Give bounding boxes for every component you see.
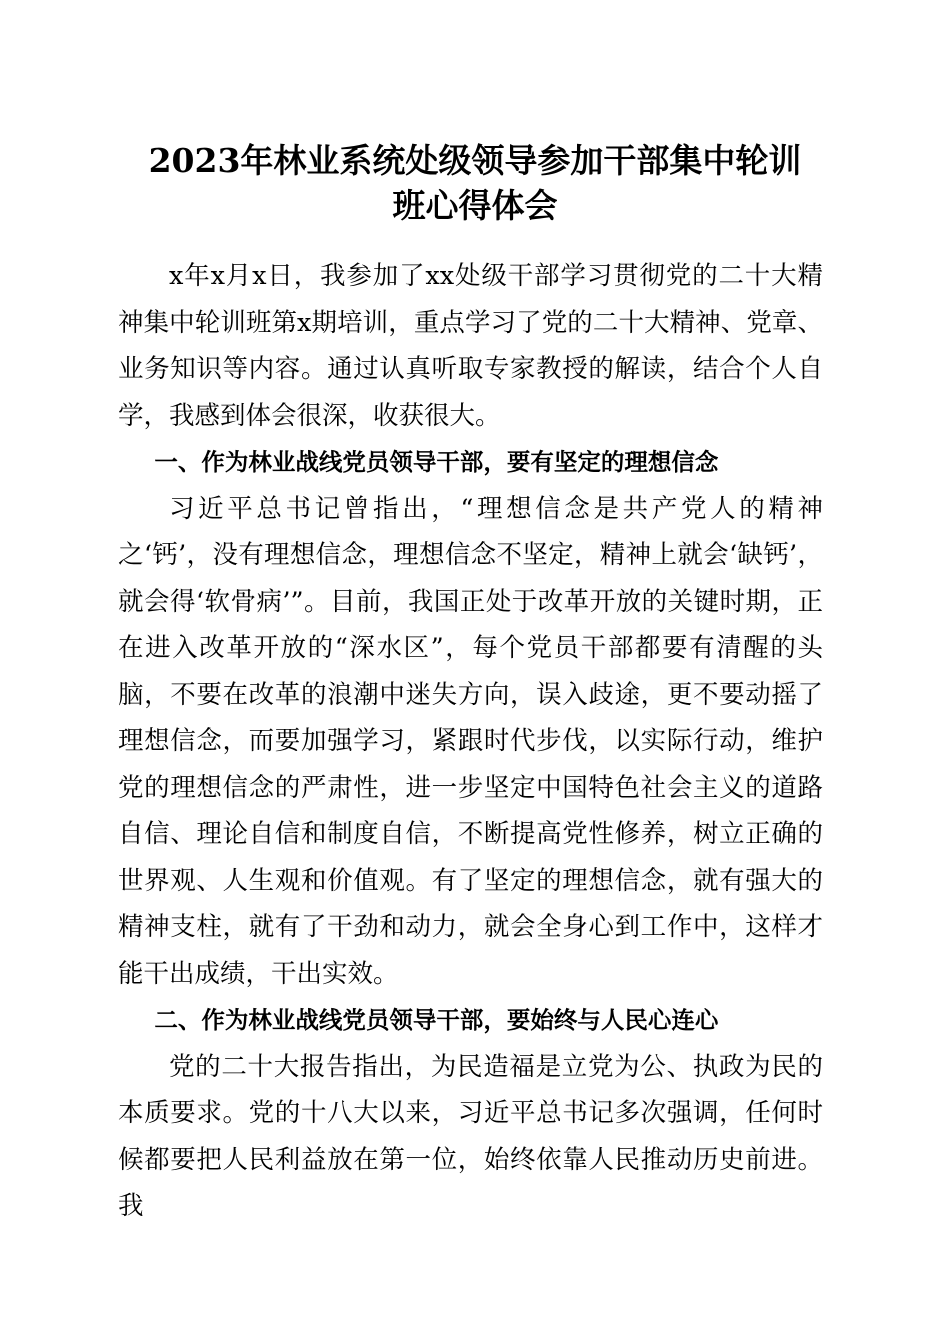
section-heading-1: 一、作为林业战线党员领导干部，要有坚定的理想信念 (154, 448, 719, 476)
title-line-1: 2023年林业系统处级领导参加干部集中轮训 (148, 141, 802, 180)
paragraph-section-1: 习近平总书记曾指出，“理想信念是共产党人的精神之‘钙’，没有理想信念，理想信念不坚定，精神上就会‘缺钙’，就会得‘软骨病’”。目前，我国正处于改革开放的关键时期，正在进入改革开放的“深水区”，每个党员干部都要有清醒的头脑，不要在改革的浪潮中迷失方向，误入歧途，更不要动摇了理想信念，而要加强学习，紧跟时代步伐，以实际行动，维护党的理想信念的严肃性，进一步坚定中国特色社会主义的道路自信、理论自信和制度自信，不断提高党性修养，树立正确的世界观、人生观和价值观。有了坚定的理想信念，就有强大的精神支柱，就有了干劲和动力，就会全身心到工作中，这样才能干出成绩，干出实效。 (118, 493, 823, 989)
paragraph-section-2: 党的二十大报告指出，为民造福是立党为公、执政为民的本质要求。党的十八大以来，习近平总书记多次强调，任何时候都要把人民利益放在第一位，始终依靠人民推动历史前进。我 (118, 1051, 823, 1221)
document-title (118, 138, 832, 228)
section-heading-2: 二、作为林业战线党员领导干部，要始终与人民心连心 (154, 1006, 719, 1034)
title-line-2: 班心得体会 (392, 186, 558, 225)
paragraph-intro: x年x月x日，我参加了xx处级干部学习贯彻党的二十大精神集中轮训班第x期培训，重点学习了党的二十大精神、党章、业务知识等内容。通过认真听取专家教授的解读，结合个人自学，我感到体会很深，收获很大。 (118, 261, 823, 431)
document-body (118, 253, 823, 1230)
